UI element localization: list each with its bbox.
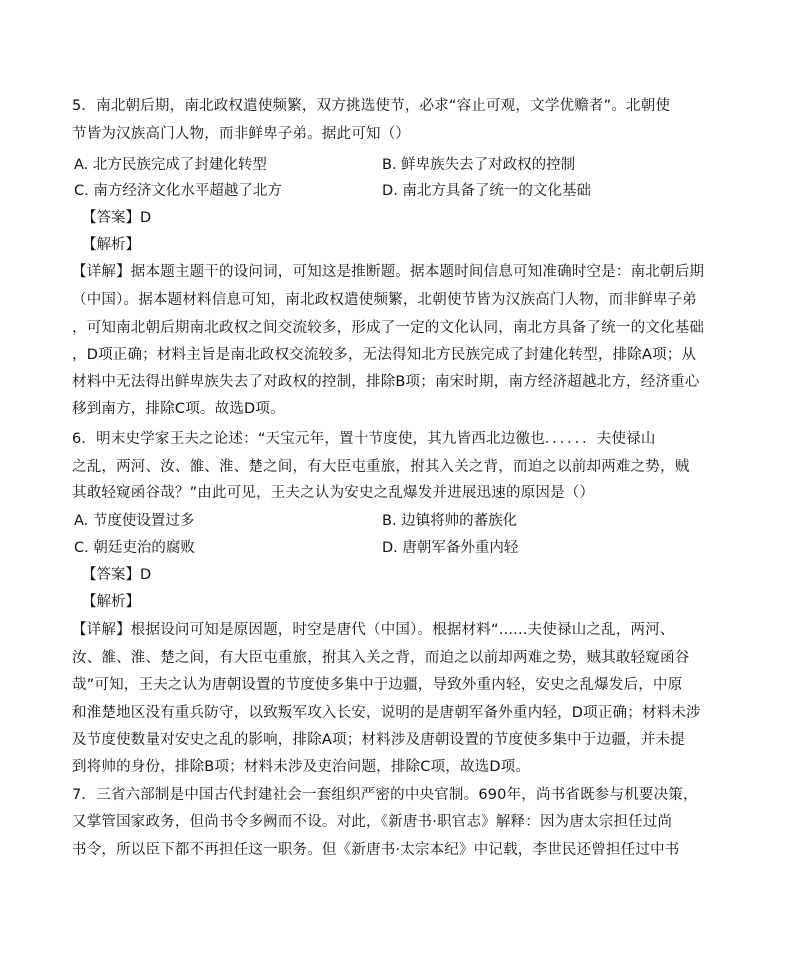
option-a: A. 节度使设置过多 — [74, 513, 195, 529]
analysis-label: 【解析】 — [82, 594, 140, 610]
detail-line: 材料中无法得出鲜卑族失去了对政权的控制，排除B项；南宋时期，南方经济超越北方，经济重心 — [72, 374, 700, 390]
analysis-label: 【解析】 — [82, 237, 140, 253]
answer-label: 【答案】D — [82, 567, 152, 583]
detail-line: 哉”可知，王夫之认为唐朝设置的节度使多集中于边疆，导致外重内轻，安史之乱爆发后，中原 — [72, 677, 683, 693]
detail-line: 及节度使数量对安史之乱的影响，排除A项；材料涉及唐朝设置的节度使多集中于边疆，并未提 — [72, 732, 685, 748]
detail-line: 到将帅的身份，排除B项；材料未涉及吏治问题，排除C项，故选D项。 — [72, 759, 531, 775]
question-stem-line: 5．南北朝后期，南北政权遣使频繁，双方挑选使节，必求“容止可观，文学优赡者”。北朝使 — [72, 98, 671, 114]
option-b: B. 边镇将帅的蕃族化 — [382, 513, 518, 529]
detail-line: 【详解】根据设问可知是原因题，时空是唐代（中国）。根据材料“......夫使禄山之乱，两河、 — [72, 622, 675, 638]
question-stem-line: 又掌管国家政务，但尚书令多阙而不设。对此，《新唐书·职官志》解释：因为唐太宗担任过尚 — [72, 814, 673, 830]
question-stem-line: 7．三省六部制是中国古代封建社会一套组织严密的中央官制。690年，尚书省既参与机要决策， — [72, 787, 698, 803]
detail-line: 移到南方，排除C项。故选D项。 — [72, 401, 285, 417]
option-c: C. 南方经济文化水平超越了北方 — [74, 183, 282, 199]
detail-line: 【详解】据本题主题干的设问词，可知这是推断题。据本题时间信息可知准确时空是：南北朝后期 — [72, 264, 705, 280]
option-d: D. 南北方具备了统一的文化基础 — [382, 183, 591, 199]
detail-line: 和淮楚地区没有重兵防守，以致叛军攻入长安，说明的是唐朝军备外重内轻，D项正确；材料未涉 — [72, 705, 701, 721]
question-stem-line: 节皆为汉族高门人物，而非鲜卑子弟。据此可知（） — [72, 126, 411, 142]
question-stem-line: 书令，所以臣下都不再担任这一职务。但《新唐书·太宗本纪》中记载，李世民还曾担任过中书 — [72, 842, 680, 858]
option-a: A. 北方民族完成了封建化转型 — [74, 157, 267, 173]
detail-line: 汝、雒、淮、楚之间，有大臣屯重旅，拊其入关之背，而迫之以前却两难之势，贼其敢轻窥函谷 — [72, 650, 690, 666]
option-c: C. 朝廷吏治的腐败 — [74, 540, 195, 556]
detail-line: ，D项正确；材料主旨是南北政权交流较多，无法得知北方民族完成了封建化转型，排除A项；从 — [72, 347, 697, 363]
question-stem-line: 之乱，两河、汝、雒、淮、楚之间，有大臣屯重旅，拊其入关之背，而迫之以前却两难之势，贼 — [72, 459, 690, 475]
option-d: D. 唐朝军备外重内轻 — [382, 540, 519, 556]
detail-line: （中国）。据本题材料信息可知，南北政权遣使频繁，北朝使节皆为汉族高门人物，而非鲜卑子弟 — [72, 292, 697, 308]
option-b: B. 鲜卑族失去了对政权的控制 — [382, 157, 576, 173]
answer-label: 【答案】D — [82, 210, 152, 226]
detail-line: ，可知南北朝后期南北政权之间交流较多，形成了一定的文化认同，南北方具备了统一的文化基础 — [72, 320, 705, 336]
question-stem-line: 6．明末史学家王夫之论述：“天宝元年，置十节度使，其九皆西北边徼也．．．．．．夫使禄山 — [72, 431, 656, 447]
question-stem-line: 其敢轻窥函谷哉？”由此可见，王夫之认为安史之乱爆发并进展迅速的原因是（） — [72, 485, 595, 501]
